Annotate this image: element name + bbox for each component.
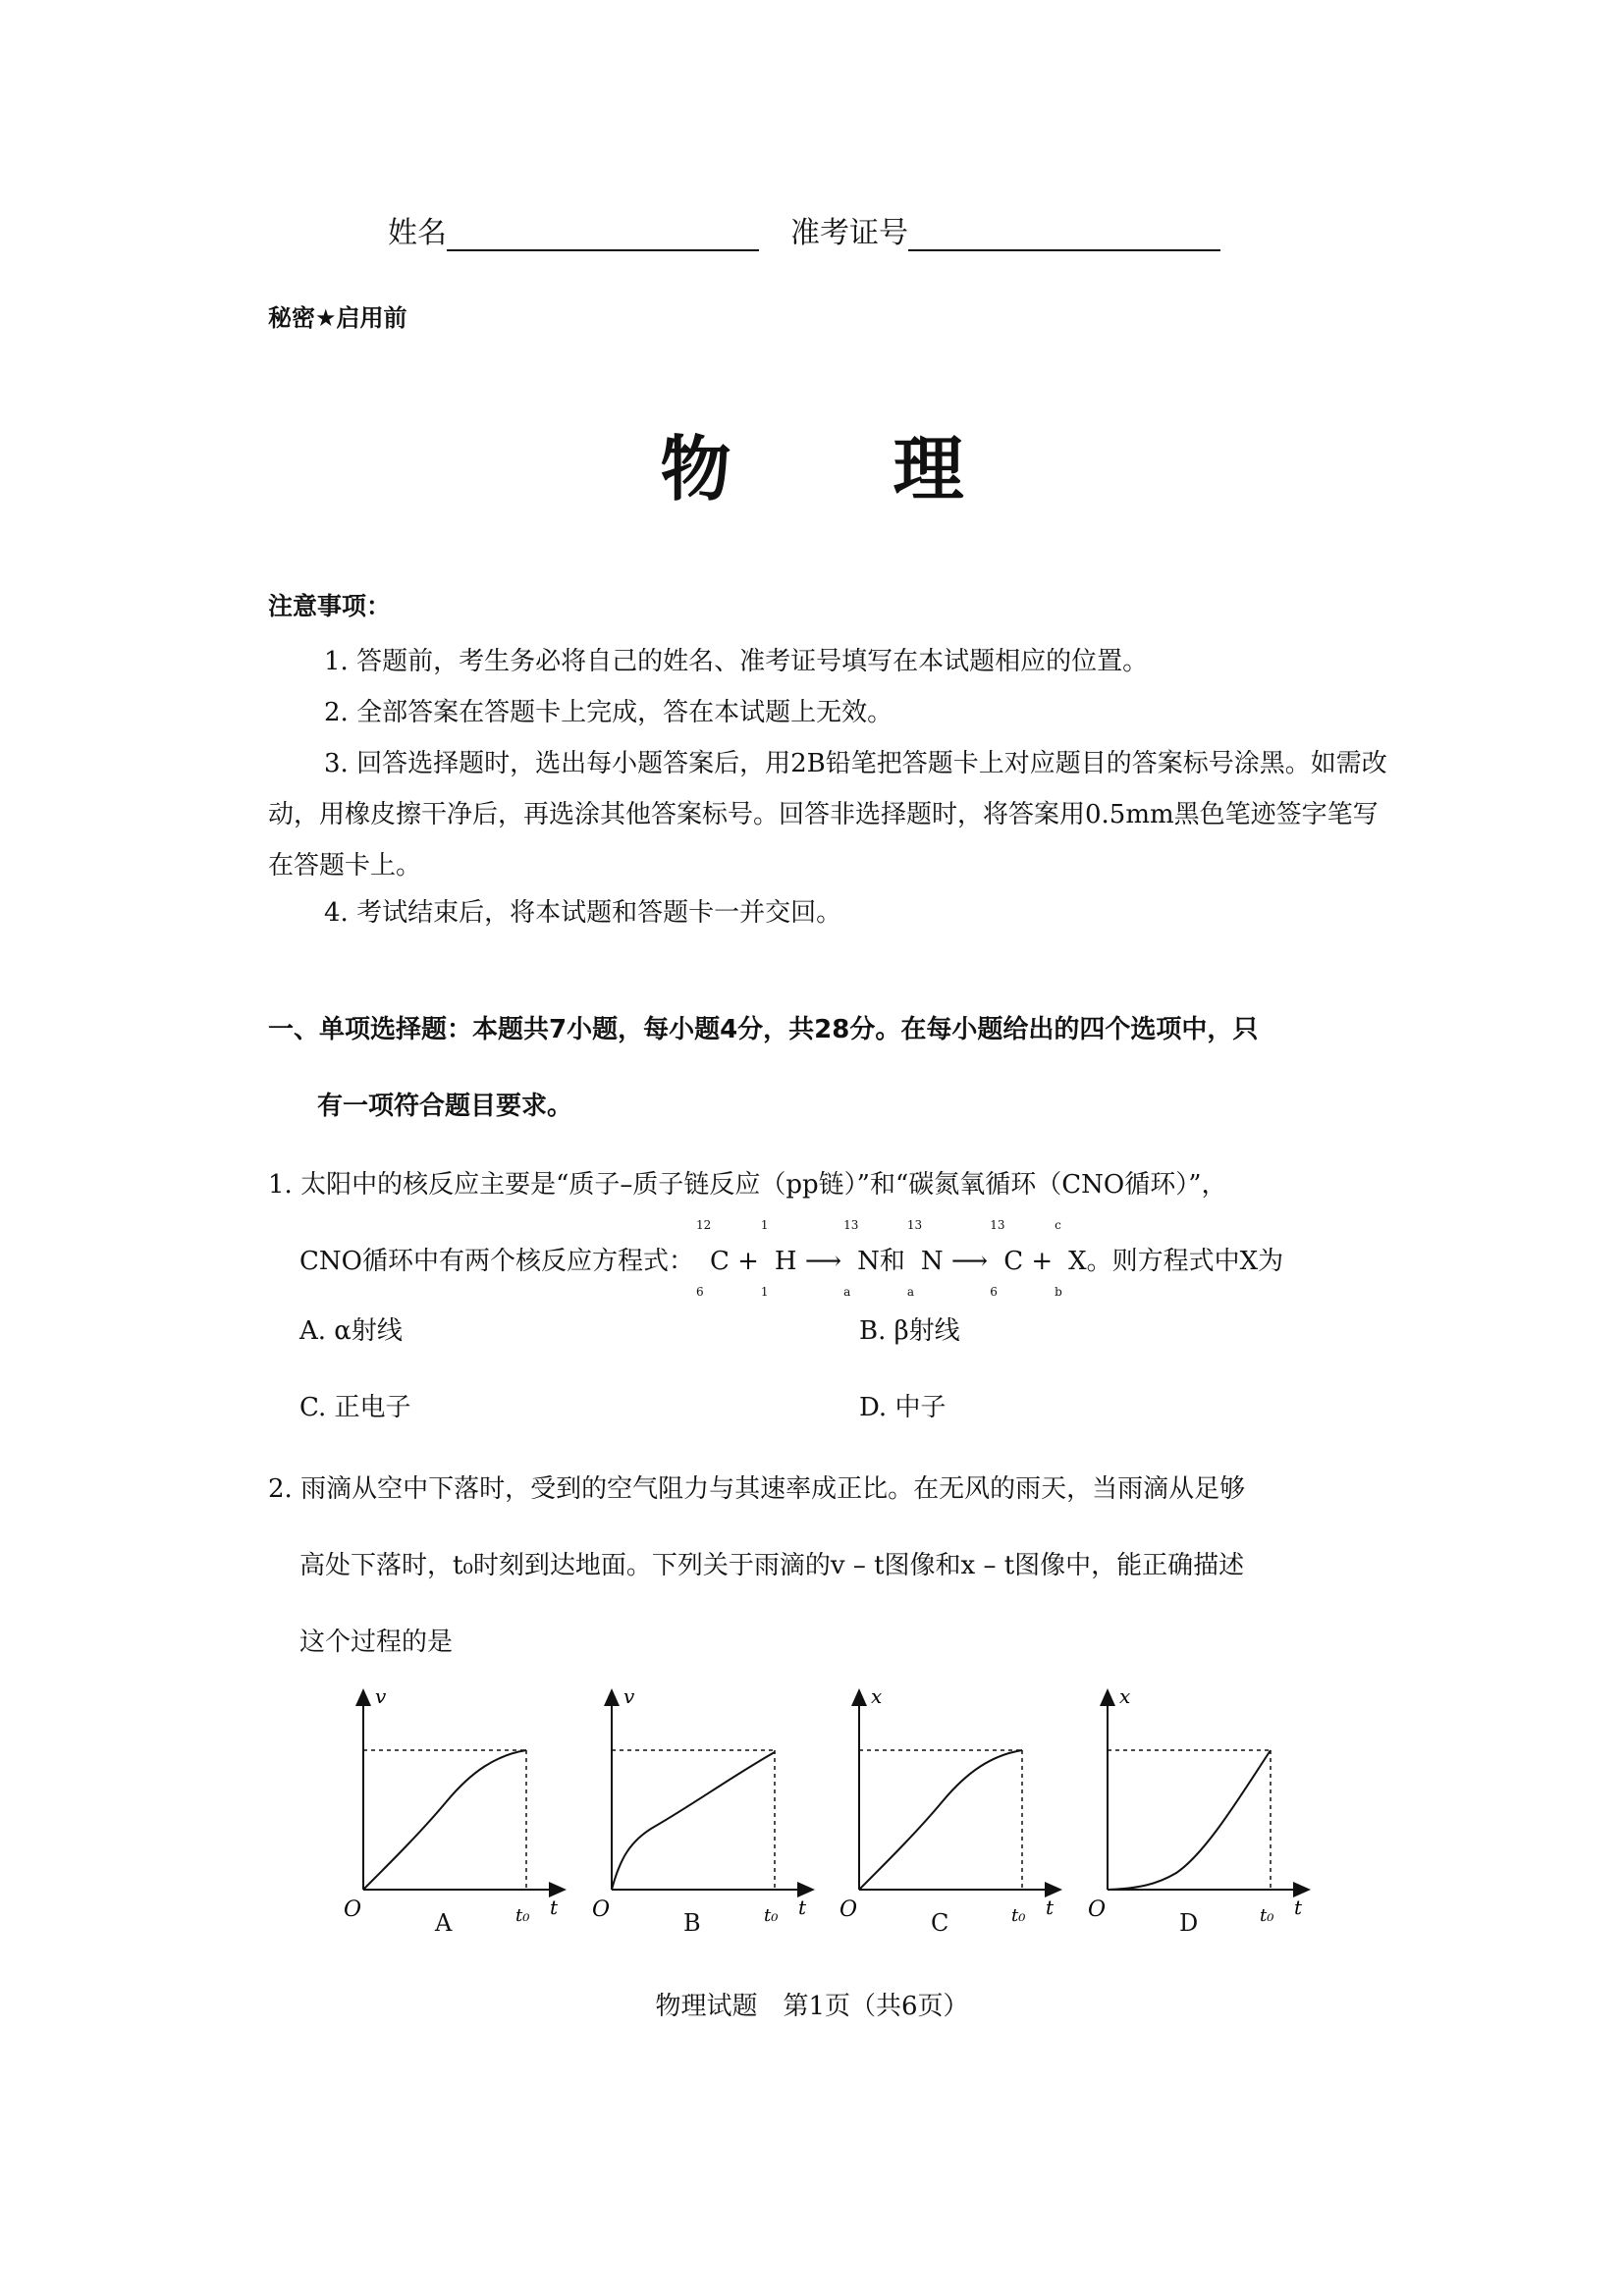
t0-label: t₀ <box>1011 1905 1026 1926</box>
section-heading <box>268 991 1387 1145</box>
confidential-mark: 秘密★启用前 <box>268 304 407 332</box>
notice-item-3: 3. 回答选择题时，选出每小题答案后，用2B铅笔把答题卡上对应题目的答案标号涂黑。如需改动，用橡皮擦干净后，再选涂其他答案标号。回答非选择题时，将答案用0.5mm黑色笔迹签字笔写在答题卡上。 <box>268 749 1387 881</box>
q1-line2-suffix: 则方程式中X为 <box>1111 1247 1284 1276</box>
t0-label: t₀ <box>764 1905 779 1926</box>
q2-line1: 2. 雨滴从空中下落时，受到的空气阻力与其速率成正比。在无风的雨天，当雨滴从足够 <box>268 1474 1246 1504</box>
t-axis-label: t <box>550 1896 559 1919</box>
section-heading-line2: 有一项符合题目要求。 <box>317 1092 573 1121</box>
q1-option-c: C. 正电子 <box>299 1393 411 1422</box>
q1-line2-prefix: CNO循环中有两个核反应方程式： <box>299 1247 694 1276</box>
nuclide-h <box>760 1218 842 1300</box>
nuclide-x <box>1055 1218 1112 1300</box>
y-axis-label: v <box>623 1684 635 1708</box>
origin-label: O <box>839 1897 858 1922</box>
nuclide-c12 <box>695 1218 759 1300</box>
nuclide-mass: 1 <box>760 1218 769 1232</box>
nuclide-mass: 13 <box>906 1218 923 1232</box>
nuclide-symbol: N和 <box>857 1247 905 1276</box>
section-heading-line1: 一、单项选择题：本题共7小题，每小题4分，共28分。在每小题给出的四个选项中，只 <box>268 1015 1259 1044</box>
t0-label: t₀ <box>1260 1905 1274 1926</box>
page-title: 物 理 <box>660 428 1033 510</box>
curve-c <box>859 1750 1022 1890</box>
nuclide-symbol: H ⟶ <box>774 1247 842 1276</box>
q2-line2: 高处下落时，t₀时刻到达地面。下列关于雨滴的v – t图像和x – t图像中，能正确描述 <box>299 1551 1245 1580</box>
nuclide-symbol: C + <box>1003 1247 1054 1276</box>
curve-d <box>1108 1750 1271 1890</box>
t0-label: t₀ <box>515 1905 530 1926</box>
q2-line3: 这个过程的是 <box>299 1628 454 1657</box>
t-axis-label: t <box>1046 1896 1055 1919</box>
nuclide-mass: 13 <box>990 1218 1005 1232</box>
graph-a <box>344 1684 565 1926</box>
nuclide-charge: 1 <box>760 1285 769 1299</box>
q1-option-b: B. β射线 <box>859 1316 960 1346</box>
y-axis-label: x <box>871 1684 883 1708</box>
nuclide-charge: 6 <box>695 1285 704 1299</box>
nuclide-charge: b <box>1055 1285 1062 1299</box>
nuclide-symbol: X。 <box>1068 1247 1112 1276</box>
q1-option-a: A. α射线 <box>299 1316 403 1346</box>
nuclide-n13 <box>843 1218 905 1300</box>
origin-label: O <box>592 1897 611 1922</box>
t-axis-label: t <box>798 1896 807 1919</box>
nuclide-mass: c <box>1055 1218 1061 1232</box>
graph-c <box>839 1684 1060 1926</box>
page-footer: 物理试题 第1页（共6页） <box>655 1992 969 2021</box>
nuclide-c13 <box>990 1218 1054 1300</box>
notice-item-2: 2. 全部答案在答题卡上完成，答在本试题上无效。 <box>324 698 893 727</box>
notice-item-4: 4. 考试结束后，将本试题和答题卡一并交回。 <box>324 898 842 928</box>
curve-b <box>612 1752 775 1890</box>
q1-line1: 1. 太阳中的核反应主要是“质子–质子链反应（pp链）”和“碳氮氧循环（CNO循环）”， <box>268 1170 1227 1200</box>
q2-graphs <box>324 1669 1326 1963</box>
nuclide-symbol: C + <box>709 1247 759 1276</box>
nuclide-charge: a <box>843 1285 851 1299</box>
graph-b <box>592 1684 813 1926</box>
nuclide-charge: 6 <box>990 1285 998 1299</box>
y-axis-label: x <box>1119 1684 1131 1708</box>
nuclide-mass: 13 <box>843 1218 859 1232</box>
nuclide-n13-b <box>906 1218 989 1300</box>
notice-heading: 注意事项： <box>268 592 392 620</box>
nuclide-symbol: N ⟶ <box>920 1247 989 1276</box>
q1-option-d: D. 中子 <box>859 1393 947 1422</box>
q1-line2 <box>268 1218 1387 1300</box>
name-label: 姓名 <box>388 216 447 250</box>
curve-a <box>363 1750 526 1890</box>
candidate-info <box>388 208 1220 251</box>
question-1 <box>268 1147 1387 1300</box>
nuclide-charge: a <box>906 1285 915 1299</box>
ticket-blank <box>908 214 1220 251</box>
graph-b-label: B <box>683 1909 701 1937</box>
notice-item-1: 1. 答题前，考生务必将自己的姓名、准考证号填写在本试题相应的位置。 <box>324 647 1149 676</box>
origin-label: O <box>344 1897 362 1922</box>
question-2 <box>268 1451 1387 1681</box>
y-axis-label: v <box>375 1684 387 1708</box>
graph-a-label: A <box>435 1909 453 1937</box>
graph-d <box>1088 1684 1309 1926</box>
origin-label: O <box>1088 1897 1107 1922</box>
nuclide-mass: 12 <box>695 1218 712 1232</box>
ticket-label: 准考证号 <box>790 216 908 250</box>
t-axis-label: t <box>1294 1896 1303 1919</box>
graph-c-label: C <box>931 1909 949 1937</box>
graph-d-label: D <box>1179 1909 1199 1937</box>
name-blank <box>447 214 759 251</box>
